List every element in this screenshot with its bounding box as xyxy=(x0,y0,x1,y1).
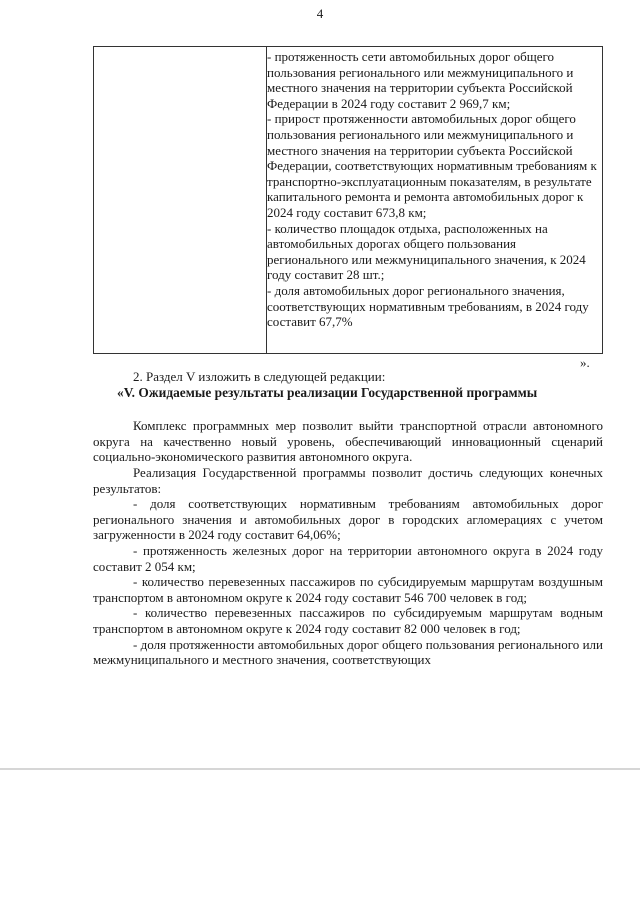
table-item: - доля автомобильных дорог регионального значения, соответствующих нормативным требованиям, в 2024 году составит 67,7% xyxy=(267,282,589,330)
paragraph: Реализация Государственной программы позволит достичь следующих конечных результатов: xyxy=(93,464,603,496)
table-item: - количество площадок отдыха, расположенных на автомобильных дорогах общего пользования регионального или межмуниципального значения, к 2024 году составит 28 шт.; xyxy=(267,220,586,283)
page-number: 4 xyxy=(316,6,324,21)
table-item: - протяженность сети автомобильных дорог общего пользования регионального или межмуниципального и местного значения на территории субъекта Российской Федерации в 2024 году составит 2 969,7 км; xyxy=(267,49,574,111)
section-heading: «V. Ожидаемые результаты реализации Государственной программы xyxy=(117,384,538,400)
amendment-instruction: 2. Раздел V изложить в следующей редакции: xyxy=(133,369,386,384)
table-right-cell xyxy=(267,49,598,330)
table-closing-quote: ». xyxy=(580,355,590,370)
table-item: - прирост протяженности автомобильных дорог общего пользования регионального или межмуниципального и местного значения на территории субъекта Российской Федерации, соответствующих нормативным требованиям к транспортно-эксплуатационным показателям, в результате капитального ремонта и ремонта автомобильных дорог к 2024 году составит 673,8 км; xyxy=(267,111,597,220)
paragraph: - количество перевезенных пассажиров по субсидируемым маршрутам воздушным транспортом в автономном округе к 2024 году составит 546 700 человек в год; xyxy=(93,574,603,605)
table-left-cell xyxy=(94,47,267,353)
paragraph: - доля протяженности автомобильных дорог общего пользования регионального или межмуниципального и местного значения, соответствующих xyxy=(93,636,603,668)
paragraph: - протяженность железных дорог на территории автономного округа в 2024 году составит 2 054 км; xyxy=(93,542,603,574)
paragraph: - доля соответствующих нормативным требованиям автомобильных дорог регионального значения и автомобильных дорог в городских агломерациях с учетом загруженности в 2024 году составит 64,06%; xyxy=(93,496,603,543)
document-body xyxy=(93,369,603,668)
paragraph: Комплекс программных мер позволит выйти транспортной отрасли автономного округа на качественно новый уровень, обеспечивающий инновационный сценарий социально-экономического развития автономного округа. xyxy=(93,418,603,465)
paragraph: - количество перевезенных пассажиров по субсидируемым маршрутам водным транспортом в автономном округе к 2024 году составит 82 000 человек в год; xyxy=(93,605,603,636)
results-table xyxy=(93,46,603,354)
